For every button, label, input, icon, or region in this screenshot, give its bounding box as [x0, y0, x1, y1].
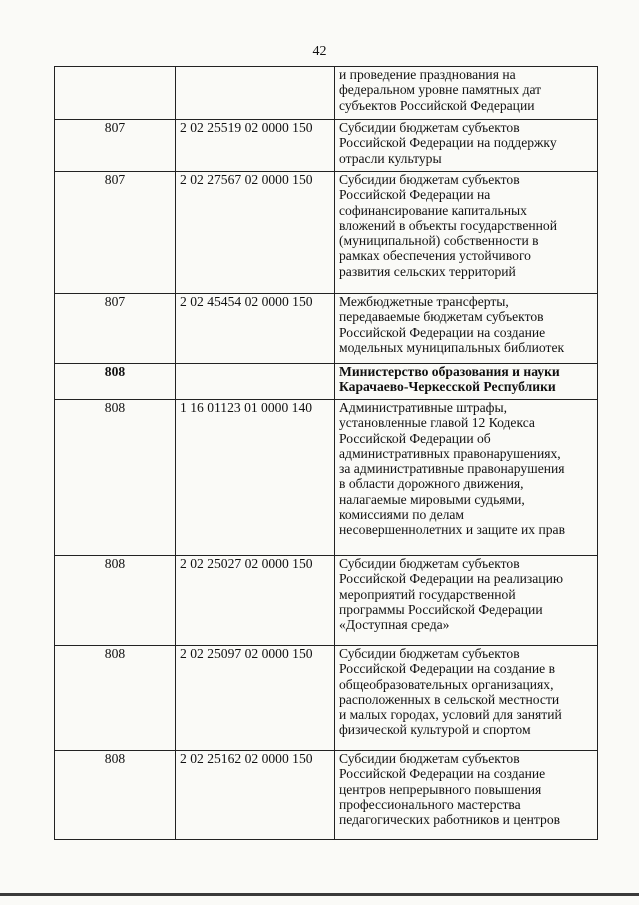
table-row	[55, 400, 598, 556]
admin-code-cell: 808	[55, 646, 176, 751]
budget-code-cell: 1 16 01123 01 0000 140	[176, 400, 335, 556]
admin-code-cell: 807	[55, 120, 176, 172]
description-cell: Субсидии бюджетам субъектов Российской Федерации на реализацию мероприятий государственной программы Российской Федерации «Доступная среда»	[335, 556, 598, 646]
description-cell: Министерство образования и науки Карачаево-Черкесской Республики	[335, 364, 598, 400]
table-row	[55, 67, 598, 120]
description-cell: и проведение празднования на федеральном уровне памятных дат субъектов Российской Федерации	[335, 67, 598, 120]
budget-code-cell: 2 02 25097 02 0000 150	[176, 646, 335, 751]
description-cell: Административные штрафы, установленные главой 12 Кодекса Российской Федерации об административных правонарушениях, за административные правонарушения в области дорожного движения, налагаемые мировыми судьями, комиссиями по делам несовершеннолетних и защите их прав	[335, 400, 598, 556]
table-row	[55, 120, 598, 172]
admin-code-cell: 808	[55, 400, 176, 556]
admin-code-cell: 808	[55, 751, 176, 840]
admin-code-cell: 807	[55, 172, 176, 294]
table-row	[55, 646, 598, 751]
table-row	[55, 294, 598, 364]
budget-classification-table	[54, 66, 598, 840]
bottom-scan-edge	[0, 893, 639, 896]
budget-code-cell: 2 02 25027 02 0000 150	[176, 556, 335, 646]
table-body	[55, 67, 598, 840]
description-cell: Субсидии бюджетам субъектов Российской Федерации на софинансирование капитальных вложений в объекты государственной (муниципальной) собственности в рамках обеспечения устойчивого развития сельских территорий	[335, 172, 598, 294]
table-row	[55, 172, 598, 294]
admin-code-cell: 807	[55, 294, 176, 364]
budget-code-cell: 2 02 27567 02 0000 150	[176, 172, 335, 294]
description-cell: Субсидии бюджетам субъектов Российской Федерации на создание центров непрерывного повышения профессионального мастерства педагогических работников и центров	[335, 751, 598, 840]
table-row	[55, 364, 598, 400]
budget-code-cell	[176, 67, 335, 120]
description-cell: Межбюджетные трансферты, передаваемые бюджетам субъектов Российской Федерации на создание модельных муниципальных библиотек	[335, 294, 598, 364]
table-row	[55, 751, 598, 840]
description-cell: Субсидии бюджетам субъектов Российской Федерации на создание в общеобразовательных организациях, расположенных в сельской местности и малых городах, условий для занятий физической культурой и спортом	[335, 646, 598, 751]
description-cell: Субсидии бюджетам субъектов Российской Федерации на поддержку отрасли культуры	[335, 120, 598, 172]
admin-code-cell: 808	[55, 556, 176, 646]
admin-code-cell	[55, 67, 176, 120]
admin-code-cell: 808	[55, 364, 176, 400]
table-row	[55, 556, 598, 646]
budget-code-cell: 2 02 25162 02 0000 150	[176, 751, 335, 840]
budget-code-cell	[176, 364, 335, 400]
budget-code-cell: 2 02 45454 02 0000 150	[176, 294, 335, 364]
page-number: 42	[312, 44, 327, 59]
budget-code-cell: 2 02 25519 02 0000 150	[176, 120, 335, 172]
